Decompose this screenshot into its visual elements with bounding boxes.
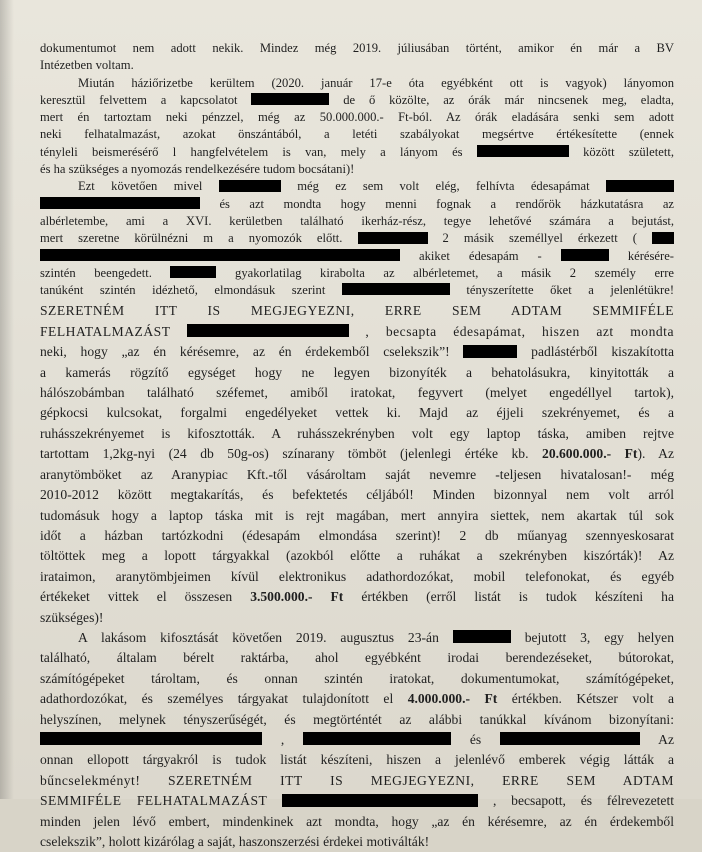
text-fragment: , (280, 731, 285, 747)
text-line (40, 444, 674, 464)
text-fragment: FELHATALMAZÁST (40, 323, 171, 339)
text-fragment: Az (658, 731, 674, 747)
redaction-bar (40, 732, 262, 745)
text-line: tudomásuk hogy a laptop táska mit is rejt magában, mert annyira siettek, nem akartak túl sok (40, 507, 674, 523)
redaction-bar (453, 630, 511, 643)
redaction-bar (561, 249, 609, 261)
text-line: mert én tartoztam neki pénzzel, még az 50.000.000.- Ft-ból. Az órák eladására senki sem adott (40, 110, 674, 125)
text-line: és ha szükséges a nyomozás rendelkezésére tudom bocsátani)! (40, 162, 355, 177)
text-fragment: tényszerítette őket a jelenlétükre! (466, 283, 674, 298)
redaction-bar (40, 197, 200, 209)
text-line (40, 144, 674, 161)
text-fragment: tartottam 1,2kg-nyi (24 db 50g-os) színarany tömböt (jelenlegi értéke kb. (40, 446, 529, 462)
text-fragment: és azt mondta hogy menni fognak a rendőrök házkutatásra az (219, 196, 674, 211)
text-line: ruhásszekrényemet is kifosztották. A ruhásszekrényben volt egy laptop táska, amiben rejtve (40, 425, 674, 441)
text-line: a kamerás rögzítő egységet hogy ne legyen bizonyíték a behatolásukra, kinyitották a (40, 364, 674, 380)
text-line: bűncselekményt! SZERETNÉM ITT IS MEGJEGYEZNI, ERRE SEM ADTAM (40, 772, 674, 788)
page-edge-shadow (0, 0, 14, 799)
text-fragment: adathordozókat, és személyes tárgyakat tulajdonított el (40, 691, 394, 707)
redaction-bar (303, 732, 451, 745)
text-fragment: gyakorlatilag kirabolta az albérletemet, a másik 2 személy erre (235, 265, 674, 280)
text-fragment: akiket édesapám - (419, 248, 542, 263)
text-line: számítógépeket tároltam, és onnan szintén iratokat, dokumentumokat, számítógépeket, (40, 670, 674, 686)
text-fragment: értékben (erről listát is tudok készíteni ha (361, 589, 674, 605)
redaction-bar (170, 266, 216, 278)
text-line: Intézetben voltam. (40, 58, 134, 73)
text-fragment: értékeket vittek el összesen (40, 589, 233, 605)
text-line (40, 265, 674, 282)
text-line: szükséges)! (40, 609, 104, 625)
text-line: időt a házban tartózkodni (édesapám elmondása szerint)! 2 db műanyag szennyeskosarat (40, 527, 674, 543)
amount-storage-value: 4.000.000.- Ft (407, 691, 498, 707)
text-line (40, 730, 674, 750)
text-line (40, 196, 674, 213)
redaction-bar (463, 345, 517, 358)
text-fragment: mert szeretne körülnézni m (40, 231, 214, 246)
text-line (40, 689, 674, 709)
redaction-bar (219, 180, 281, 192)
text-fragment: , becsapott, és félrevezetett (492, 793, 674, 809)
text-fragment: keresztül felvettem a kapcsolatot (40, 92, 238, 107)
text-fragment: de ő közölte, az órák már nincsenek meg, eladta, (343, 92, 674, 107)
text-line (40, 587, 674, 607)
text-fragment: SEMMIFÉLE FELHATALMAZÁST (40, 793, 268, 809)
text-line: töltöttek meg a lopott tárgyakkal (azokból előtte a ruhákat a szekrényben kiszórták)! Az (40, 548, 674, 564)
text-fragment: és (469, 731, 482, 747)
text-line: albérletembe, ami a XVI. kerületben található ikerház-rész, tegye lehetővé számára a bejutást, (40, 213, 674, 228)
text-line: hálószobámban található széfemet, amiből iratokat, fegyvert (melyet engedéllyel tartok), (40, 385, 674, 401)
redaction-bar (500, 732, 640, 745)
text-line: onnan ellopott tárgyakról is tudok listát készíteni, hiszen a jelenlévő emberek végig látták a (40, 752, 674, 768)
text-fragment: kérésére- (627, 248, 674, 263)
text-fragment: között született, (583, 144, 674, 159)
upper-text-block (40, 40, 674, 299)
text-line: minden jelen lévő embert, mindenkinek azt mondta, hogy „az én kérésemre, az én érdekemből (40, 813, 674, 829)
text-line (40, 342, 674, 362)
text-line: irataimon, aranytömbjeimen kívül elektronikus adathordozókat, mobil telefonokat, és egyéb (40, 568, 674, 584)
redaction-bar (477, 145, 569, 157)
text-line (40, 322, 674, 342)
text-line: Miután háziőrizetbe kerültem (2020. január 17-e óta egyébként ott is vagyok) lányomon (78, 75, 674, 90)
redaction-bar (358, 232, 428, 244)
text-fragment: szintén beengedett. (40, 265, 152, 280)
text-line: aranytömböket az Aranypiac Kft.-től vásároltam saját nevemre -teljesen hivatalosan!- még (40, 466, 674, 482)
amount-apartment-value: 3.500.000.- Ft (250, 589, 344, 605)
lower-text-block (40, 301, 674, 852)
text-line: található, általam bérelt raktárba, ahol egyébként irodai berendezéseket, bútorokat, (40, 650, 674, 666)
text-fragment: Ezt követően mivel (78, 179, 203, 194)
text-fragment: A lakásom kifosztását követően 2019. augusztus 23-án (78, 629, 439, 645)
text-line (40, 791, 674, 811)
text-line (40, 92, 674, 109)
text-line: gépkocsi kulcsokat, forgalmi engedélyeket vettek ki. Majd az éjjeli szekrényemet, és a (40, 405, 674, 421)
amount-gold-value: 20.600.000.- Ft (542, 446, 638, 462)
text-line: SZERETNÉM ITT IS MEGJEGYEZNI, ERRE SEM ADTAM SEMMIFÉLE (40, 303, 674, 319)
text-fragment: tényleli beismerésérő l hangfelvételem is van, mely a lányom és (40, 144, 463, 159)
redaction-bar (187, 324, 349, 337)
redaction-bar (342, 283, 450, 295)
text-line: dokumentumot nem adott nekik. Mindez még 2019. júliusában történt, amikor én már a BV (40, 41, 674, 55)
text-fragment: 2 másik személlyel érkezett ( (442, 231, 637, 246)
text-fragment: neki, hogy „az én kérésemre, az én érdekemből cselekszik”! (40, 344, 450, 360)
text-fragment: ). Az (637, 446, 674, 462)
text-line: neki felhatalmazást, azokat önszántából, a letéti szabályokat megsértve értékesítette (ennek (40, 127, 674, 142)
text-line (40, 628, 674, 648)
text-line: cselekszik”, holott kizárólag a saját, haszonszerzési érdekei motiválták! (40, 834, 430, 850)
text-line: helyszínen, melynek tényszerűségét, és megtörténtét az alábbi tanúkkal kívánom bizonyítani: (40, 711, 674, 727)
redaction-bar (606, 180, 674, 192)
redaction-bar (40, 249, 400, 261)
text-fragment: még ez sem volt elég, felhívta édesapámat (297, 179, 590, 194)
redaction-bar (251, 93, 329, 105)
text-line: 2010-2012 között megtakarítás, és befektetés céljából! Minden bizonnyal nem volt arról (40, 487, 674, 503)
text-fragment: bejutott 3, egy helyen (524, 629, 674, 645)
text-fragment: értékben. Kétszer volt a (511, 691, 674, 707)
text-fragment: tanúként szintén idézhető, elmondásuk szerint (40, 283, 326, 298)
redaction-bar (652, 232, 674, 244)
text-fragment: a nyomozók előtt. (228, 231, 343, 246)
text-line (40, 248, 674, 265)
text-line (40, 178, 674, 195)
text-line (40, 230, 674, 247)
text-fragment: padlástérből kiszakította (531, 344, 674, 360)
text-line (40, 282, 674, 299)
redaction-bar (282, 794, 478, 807)
text-fragment: , becsapta édesapámat, hiszen azt mondta (365, 323, 674, 339)
